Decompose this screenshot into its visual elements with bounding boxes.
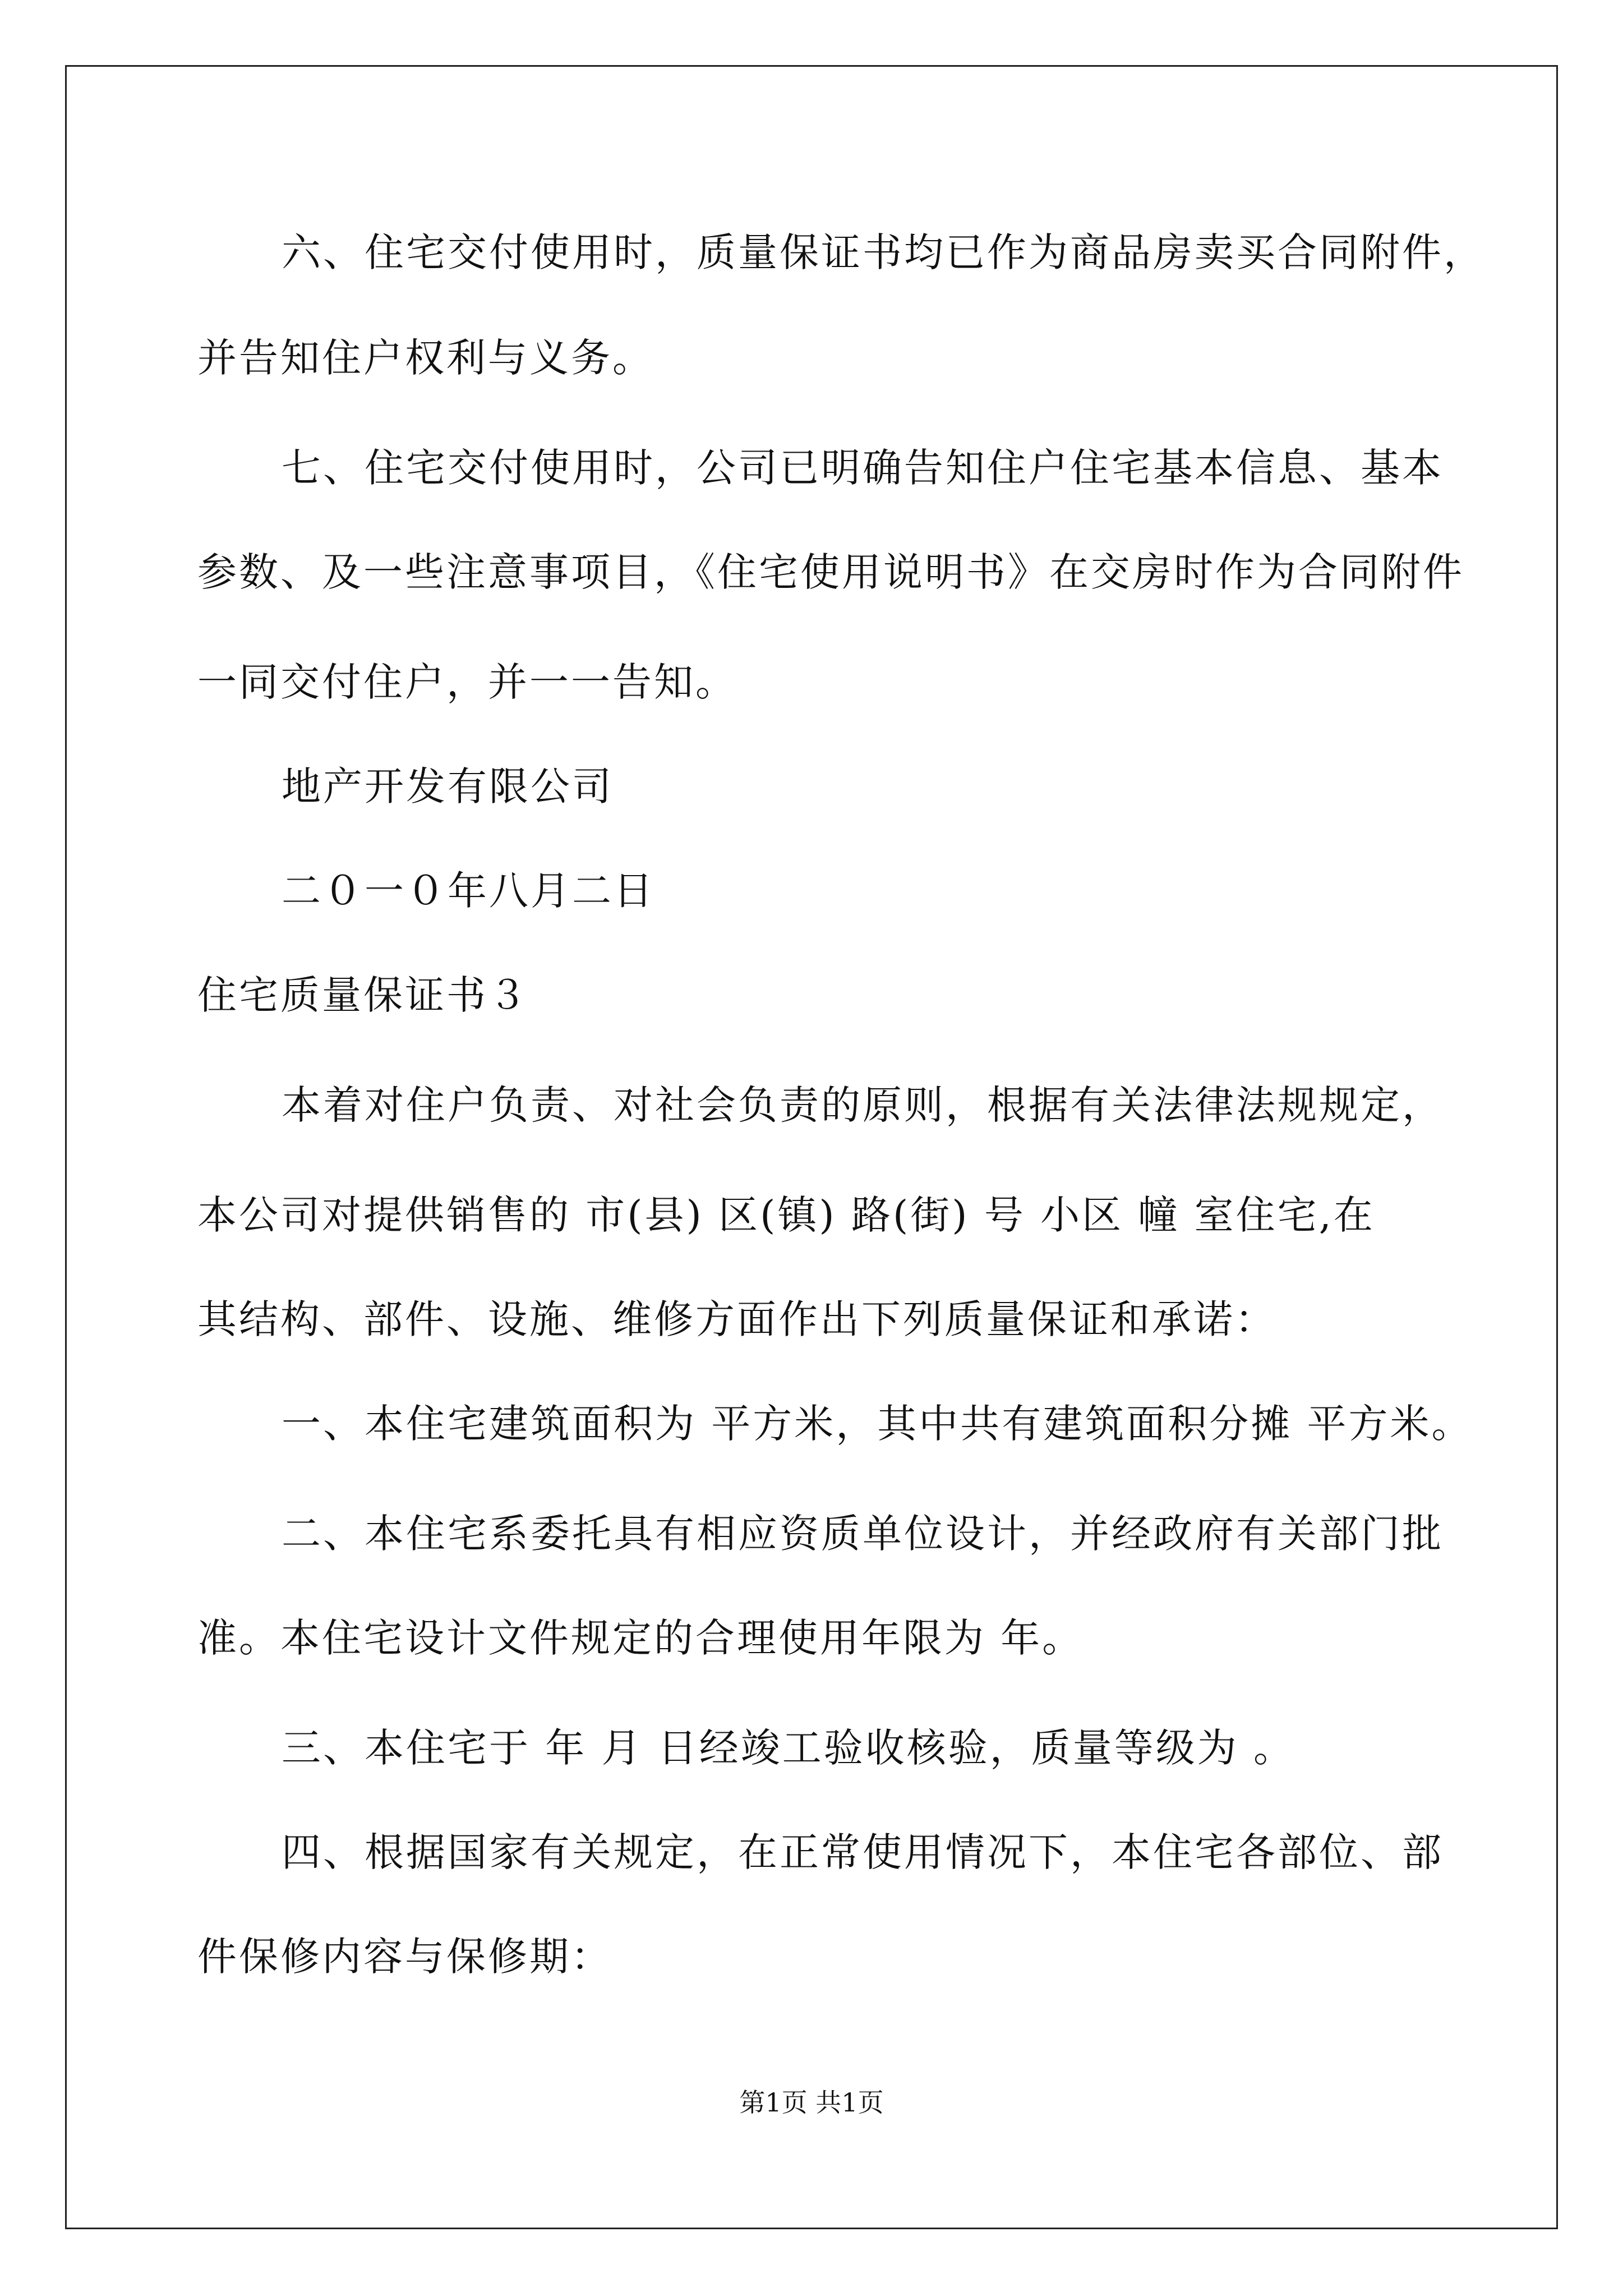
paragraph-line: 并告知住户权利与义务。 <box>197 335 654 381</box>
paragraph-line: 本公司对提供销售的 市(县) 区(镇) 路(街) 号 小区 幢 室住宅,在 <box>197 1192 1375 1238</box>
paragraph-line: 一、本住宅建筑面积为 平方米，其中共有建筑面积分摊 平方米。 <box>282 1401 1473 1447</box>
date-line: 二０一０年八月二日 <box>282 868 655 914</box>
paragraph-line: 六、住宅交付使用时，质量保证书均已作为商品房卖买合同附件， <box>282 229 1485 275</box>
section-title: 住宅质量保证书３ <box>197 972 529 1018</box>
paragraph-line: 三、本住宅于 年 月 日经竣工验收核验，质量等级为 。 <box>282 1725 1295 1771</box>
paragraph-line: 其结构、部件、设施、维修方面作出下列质量保证和承诺： <box>197 1296 1276 1342</box>
paragraph-line: 本着对住户负责、对社会负责的原则，根据有关法律法规规定， <box>282 1082 1444 1128</box>
company-name: 地产开发有限公司 <box>282 763 614 809</box>
paragraph-line: 二、本住宅系委托具有相应资质单位设计，并经政府有关部门批 <box>282 1511 1444 1557</box>
paragraph-line: 四、根据国家有关规定，在正常使用情况下，本住宅各部位、部 <box>282 1829 1444 1875</box>
paragraph-line: 件保修内容与保修期： <box>197 1934 612 1980</box>
paragraph-line: 七、住宅交付使用时，公司已明确告知住户住宅基本信息、基本 <box>282 445 1444 491</box>
page-footer: 第1页 共1页 <box>739 2087 884 2118</box>
paragraph-line: 一同交付住户，并一一告知。 <box>197 659 737 705</box>
page-border <box>65 65 1558 2229</box>
paragraph-line: 参数、及一些注意事项目，《住宅使用说明书》在交房时作为合同附件 <box>197 549 1464 595</box>
paragraph-line: 准。本住宅设计文件规定的合理使用年限为 年。 <box>197 1615 1084 1661</box>
